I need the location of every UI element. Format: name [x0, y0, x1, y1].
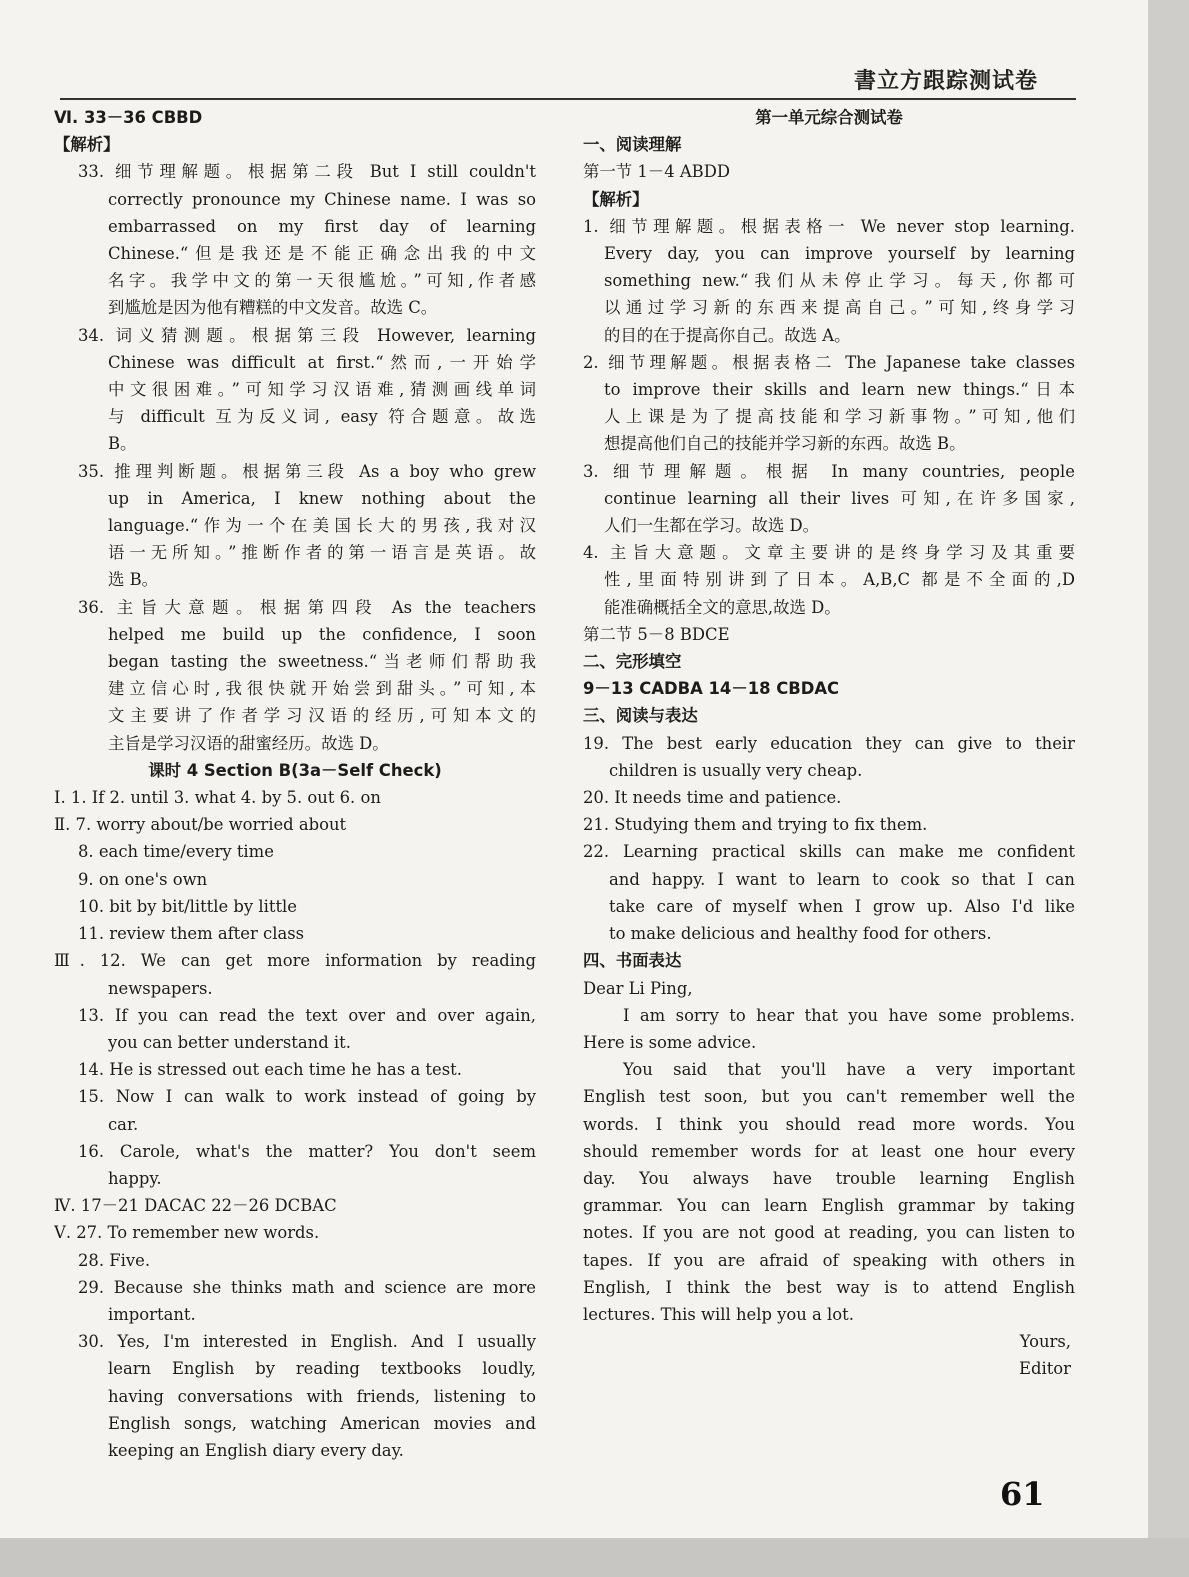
answer-line: embarrassed on my first day of learning — [108, 216, 536, 236]
answer-line: to improve their skills and learn new things.“日本 — [604, 380, 1075, 400]
letter-line: Here is some advice. — [583, 1032, 757, 1052]
letter-line: English, I think the best way is to attend English — [583, 1277, 1075, 1297]
answer-line: newspapers. — [108, 978, 213, 998]
answer-line: 到尴尬是因为他有糟糕的中文发音。故选 C。 — [108, 298, 438, 318]
answer-line: 14. He is stressed out each time he has a test. — [78, 1060, 462, 1080]
answer-line: 与 difficult 互为反义词, easy 符合题意。故选 — [108, 407, 536, 427]
answer-line: Ⅲ. 12. We can get more information by reading — [54, 951, 536, 971]
answer-line: Ⅵ. 33－36 CBBD — [54, 108, 203, 127]
answer-line: began tasting the sweetness.“当老师们帮助我 — [108, 652, 536, 672]
section-heading: 课时 4 Section B(3a－Self Check) — [148, 760, 442, 780]
letter-line: lectures. This will help you a lot. — [583, 1304, 854, 1324]
answer-line: something new.“我们从未停止学习。每天,你都可 — [604, 271, 1075, 291]
answer-line: 人上课是为了提高技能和学习新事物。”可知,他们 — [604, 407, 1075, 427]
answer-line: 4. 主旨大意题。文章主要讲的是终身学习及其重要 — [583, 543, 1075, 563]
answer-line: 16. Carole, what's the matter? You don't seem — [78, 1141, 536, 1161]
letter-line: I am sorry to hear that you have some problems. — [623, 1005, 1075, 1025]
answer-line: 28. Five. — [78, 1250, 151, 1270]
answer-line: 21. Studying them and trying to fix them. — [583, 815, 928, 835]
answer-line: 22. Learning practical skills can make me confident — [583, 842, 1075, 862]
answer-line: 名字。我学中文的第一天很尴尬。”可知,作者感 — [108, 271, 536, 291]
answer-line: correctly pronounce my Chinese name. I was so — [108, 189, 536, 209]
answer-line: 1. 细节理解题。根据表格一 We never stop learning. — [583, 216, 1075, 236]
answer-line: 中文很困难。”可知学习汉语难,猜测画线单词 — [108, 380, 536, 400]
section-heading: 四、书面表达 — [583, 951, 682, 971]
answer-line: to make delicious and healthy food for others. — [609, 924, 992, 944]
answer-line: 34. 词义猜测题。根据第三段 However, learning — [78, 325, 536, 345]
answer-line: learn English by reading textbooks loudly, — [108, 1359, 536, 1379]
answer-line: 8. each time/every time — [78, 842, 274, 862]
answer-line: Chinese was difficult at first.“然而,一开始学 — [108, 352, 536, 372]
answer-line: 30. Yes, I'm interested in English. And I usually — [78, 1332, 536, 1352]
header-title: 書立方跟踪测试卷 — [853, 69, 1038, 94]
answer-line: 9－13 CADBA 14－18 CBDAC — [583, 679, 840, 699]
answer-line: Ⅴ. 27. To remember new words. — [54, 1223, 320, 1243]
answer-line: Chinese.“但是我还是不能正确念出我的中文 — [108, 244, 536, 264]
answer-line: helped me build up the confidence, I soon — [108, 624, 536, 644]
answer-line: 的目的在于提高你自己。故选 A。 — [604, 325, 851, 345]
section-heading: 三、阅读与表达 — [583, 706, 698, 726]
answer-line: 以通过学习新的东西来提高自己。”可知,终身学习 — [604, 298, 1075, 318]
answer-line: 想提高他们自己的技能并学习新的东西。故选 B。 — [604, 434, 966, 454]
section-heading: 二、完形填空 — [583, 652, 682, 672]
answer-line: 第一节 1－4 ABDD — [583, 162, 731, 182]
answer-line: 35. 推理判断题。根据第三段 As a boy who grew — [78, 461, 536, 481]
analysis-label: 【解析】 — [54, 135, 120, 155]
answer-line: children is usually very cheap. — [609, 760, 863, 780]
answer-line: 20. It needs time and patience. — [583, 788, 842, 808]
answer-line: take care of myself when I grow up. Also I'd like — [609, 896, 1075, 916]
answer-line: 10. bit by bit/little by little — [78, 896, 297, 916]
right-column — [583, 104, 1075, 1383]
letter-line: tapes. If you are afraid of speaking with others in — [583, 1250, 1075, 1270]
answer-line: 选 B。 — [108, 570, 159, 590]
unit-test-title: 第一单元综合测试卷 — [755, 108, 903, 127]
answer-line: 建立信心时,我很快就开始尝到甜头。”可知,本 — [108, 679, 536, 699]
answer-line: you can better understand it. — [108, 1032, 351, 1052]
analysis-label: 【解析】 — [583, 189, 649, 209]
answer-line: English songs, watching American movies and — [108, 1413, 536, 1433]
page-number: 61 — [1000, 1475, 1045, 1513]
answer-line: Ⅱ. 7. worry about/be worried about — [54, 815, 347, 835]
letter-line: English test soon, but you can't remember well the — [583, 1087, 1075, 1107]
answer-line: 性,里面特别讲到了日本。A,B,C 都是不全面的,D — [604, 570, 1075, 590]
answer-line: important. — [108, 1304, 196, 1324]
answer-line: B。 — [108, 434, 137, 454]
answer-line: Ⅳ. 17－21 DACAC 22－26 DCBAC — [54, 1196, 337, 1216]
answer-line: 19. The best early education they can give to their — [583, 733, 1075, 753]
scan-edge-right — [1148, 0, 1189, 1577]
answer-line: language.“作为一个在美国长大的男孩,我对汉 — [108, 516, 536, 536]
letter-line: You said that you'll have a very important — [623, 1060, 1075, 1080]
letter-signature: Editor — [1019, 1359, 1071, 1379]
answer-line: 语一无所知。”推断作者的第一语言是英语。故 — [108, 543, 536, 563]
letter-line: notes. If you are not good at reading, you can listen to — [583, 1223, 1075, 1243]
left-column — [54, 104, 536, 1464]
answer-line: 29. Because she thinks math and science are more — [78, 1277, 536, 1297]
answer-line: 11. review them after class — [78, 924, 305, 944]
answer-line: 13. If you can read the text over and over again, — [78, 1005, 536, 1025]
answer-line: Every day, you can improve yourself by learning — [604, 244, 1075, 264]
answer-line: up in America, I knew nothing about the — [108, 488, 536, 508]
answer-line: Ⅰ. 1. If 2. until 3. what 4. by 5. out 6. on — [54, 788, 381, 808]
answer-line: 第二节 5－8 BDCE — [583, 624, 730, 644]
answer-line: 文主要讲了作者学习汉语的经历,可知本文的 — [108, 706, 536, 726]
answer-line: 2. 细节理解题。根据表格二 The Japanese take classes — [583, 352, 1075, 372]
header-rule — [60, 98, 1076, 100]
letter-greeting: Dear Li Ping, — [583, 978, 693, 998]
letter-line: grammar. You can learn English grammar by taking — [583, 1196, 1075, 1216]
scan-edge-bottom — [0, 1538, 1189, 1577]
letter-line: day. You always have trouble learning English — [583, 1168, 1075, 1188]
answer-line: 能准确概括全文的意思,故选 D。 — [604, 597, 841, 617]
answer-line: continue learning all their lives 可知,在许多国家, — [604, 488, 1075, 508]
answer-line: 33. 细节理解题。根据第二段 But I still couldn't — [78, 162, 536, 182]
answer-line: car. — [108, 1114, 139, 1134]
answer-line: keeping an English diary every day. — [108, 1440, 404, 1460]
answer-line: having conversations with friends, listening to — [108, 1386, 536, 1406]
answer-line: 3. 细节理解题。根据 In many countries, people — [583, 461, 1075, 481]
answer-line: 36. 主旨大意题。根据第四段 As the teachers — [78, 597, 536, 617]
answer-line: happy. — [108, 1168, 162, 1188]
letter-closing: Yours, — [1019, 1332, 1071, 1352]
section-heading: 一、阅读理解 — [583, 135, 682, 155]
letter-line: words. I think you should read more words. You — [583, 1114, 1075, 1134]
answer-line: 主旨是学习汉语的甜蜜经历。故选 D。 — [108, 733, 389, 753]
answer-line: 15. Now I can walk to work instead of going by — [78, 1087, 536, 1107]
letter-line: should remember words for at least one hour every — [583, 1141, 1075, 1161]
answer-line: 人们一生都在学习。故选 D。 — [604, 516, 820, 536]
answer-line: and happy. I want to learn to cook so that I can — [609, 869, 1075, 889]
answer-line: 9. on one's own — [78, 869, 208, 889]
